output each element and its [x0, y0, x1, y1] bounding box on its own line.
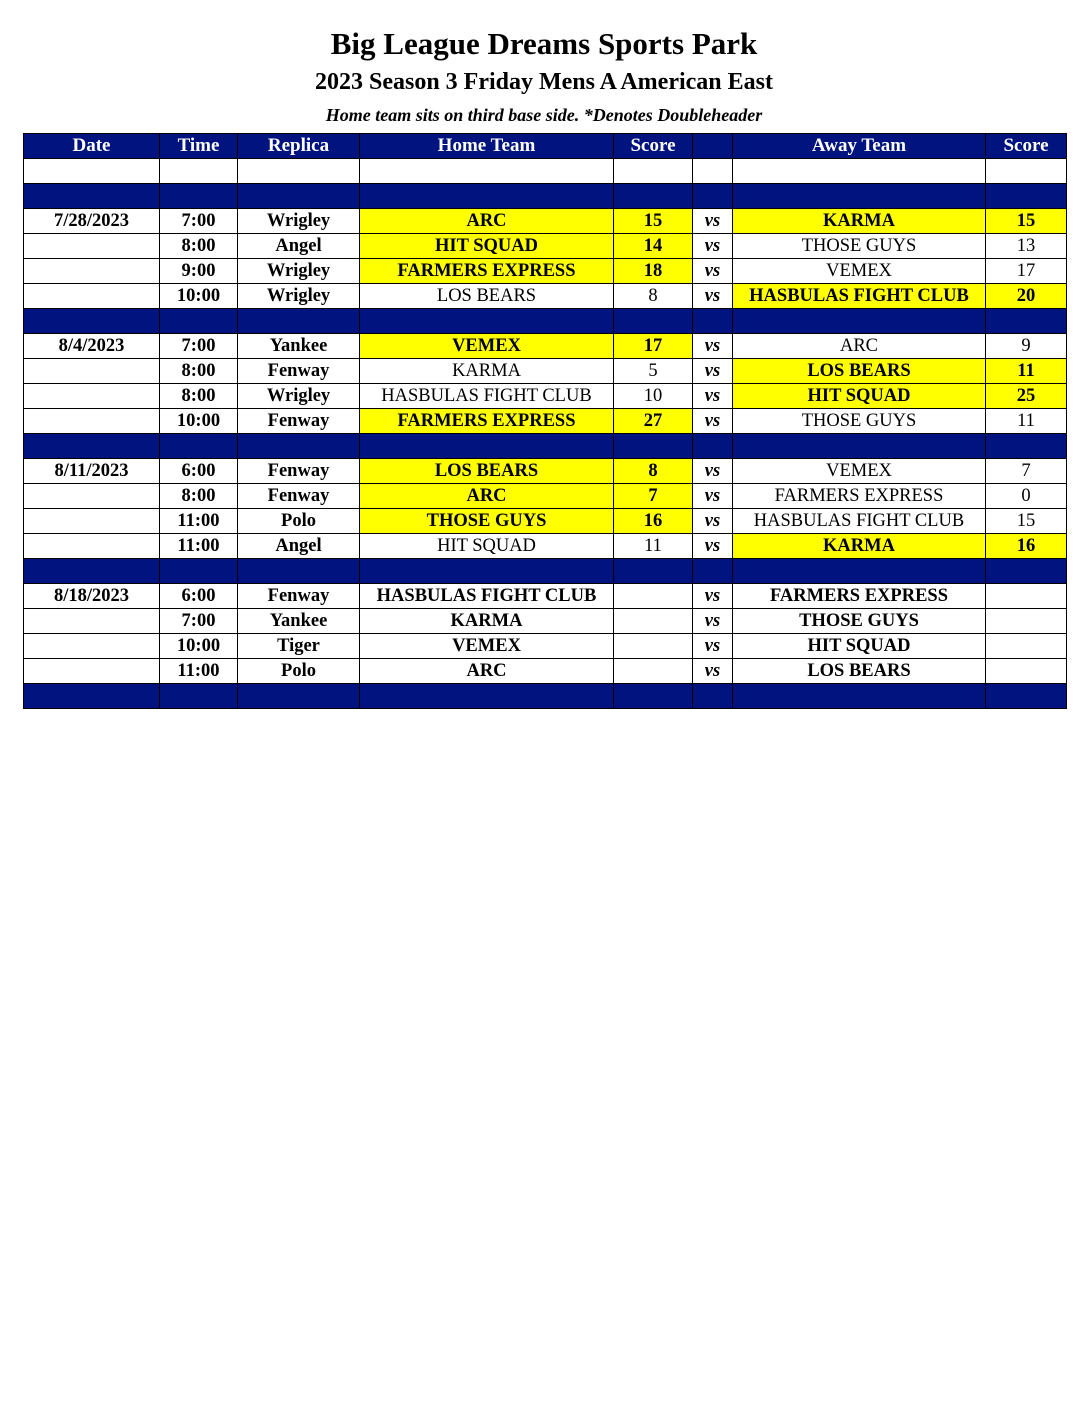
cell-date [24, 159, 160, 184]
separator-row [24, 184, 1067, 209]
cell-vs: vs [693, 209, 733, 234]
cell-home-team: KARMA [360, 609, 614, 634]
cell-home-score: 10 [614, 384, 693, 409]
cell-time: 6:00 [160, 584, 238, 609]
cell-replica: Wrigley [238, 259, 360, 284]
cell-away-score: 7 [986, 459, 1067, 484]
cell-date [24, 284, 160, 309]
cell-away-score [986, 584, 1067, 609]
cell-away-score: 25 [986, 384, 1067, 409]
cell-date [24, 259, 160, 284]
cell-away-team: THOSE GUYS [733, 234, 986, 259]
cell-time [160, 309, 238, 334]
cell-home-team: HASBULAS FIGHT CLUB [360, 584, 614, 609]
cell-date: 8/18/2023 [24, 584, 160, 609]
cell-replica: Fenway [238, 359, 360, 384]
cell-home-team: HASBULAS FIGHT CLUB [360, 384, 614, 409]
cell-away-score [986, 634, 1067, 659]
cell-away-team: FARMERS EXPRESS [733, 484, 986, 509]
separator-row [24, 309, 1067, 334]
cell-vs [693, 559, 733, 584]
cell-home-team [360, 184, 614, 209]
cell-home-team: HIT SQUAD [360, 534, 614, 559]
cell-away-team: HIT SQUAD [733, 384, 986, 409]
table-row [24, 509, 1067, 534]
cell-time: 10:00 [160, 634, 238, 659]
cell-away-team: FARMERS EXPRESS [733, 584, 986, 609]
cell-away-team: THOSE GUYS [733, 609, 986, 634]
cell-away-team [733, 159, 986, 184]
cell-vs: vs [693, 509, 733, 534]
cell-home-score [614, 434, 693, 459]
cell-time: 8:00 [160, 484, 238, 509]
cell-date [24, 434, 160, 459]
cell-vs: vs [693, 659, 733, 684]
header-away-score: Score [986, 134, 1067, 159]
blank-row [24, 159, 1067, 184]
cell-away-score: 17 [986, 259, 1067, 284]
cell-vs: vs [693, 334, 733, 359]
table-row [24, 384, 1067, 409]
cell-vs: vs [693, 534, 733, 559]
cell-home-score [614, 184, 693, 209]
cell-home-score: 14 [614, 234, 693, 259]
cell-date [24, 609, 160, 634]
cell-home-score [614, 309, 693, 334]
cell-home-score: 15 [614, 209, 693, 234]
cell-time: 11:00 [160, 509, 238, 534]
cell-replica: Tiger [238, 634, 360, 659]
cell-home-score: 8 [614, 284, 693, 309]
table-row [24, 609, 1067, 634]
cell-vs: vs [693, 234, 733, 259]
cell-date [24, 684, 160, 709]
cell-home-team [360, 159, 614, 184]
cell-away-score: 11 [986, 359, 1067, 384]
cell-away-score [986, 159, 1067, 184]
cell-home-team: VEMEX [360, 634, 614, 659]
cell-vs: vs [693, 484, 733, 509]
cell-home-team: ARC [360, 209, 614, 234]
cell-away-score [986, 659, 1067, 684]
table-row [24, 659, 1067, 684]
cell-time: 8:00 [160, 384, 238, 409]
cell-replica: Fenway [238, 409, 360, 434]
cell-time: 6:00 [160, 459, 238, 484]
table-row [24, 409, 1067, 434]
cell-time: 7:00 [160, 209, 238, 234]
table-row [24, 234, 1067, 259]
header-time: Time [160, 134, 238, 159]
cell-home-team: FARMERS EXPRESS [360, 259, 614, 284]
cell-home-team: KARMA [360, 359, 614, 384]
cell-replica: Fenway [238, 459, 360, 484]
cell-date [24, 509, 160, 534]
cell-home-score: 7 [614, 484, 693, 509]
cell-replica [238, 559, 360, 584]
cell-replica: Angel [238, 534, 360, 559]
cell-date: 8/4/2023 [24, 334, 160, 359]
cell-time: 11:00 [160, 659, 238, 684]
cell-replica [238, 159, 360, 184]
cell-away-score: 15 [986, 209, 1067, 234]
cell-replica [238, 684, 360, 709]
cell-home-team: THOSE GUYS [360, 509, 614, 534]
cell-away-score [986, 434, 1067, 459]
cell-time: 7:00 [160, 609, 238, 634]
cell-replica: Wrigley [238, 384, 360, 409]
cell-away-team: VEMEX [733, 259, 986, 284]
cell-away-team: KARMA [733, 534, 986, 559]
cell-time: 8:00 [160, 359, 238, 384]
cell-time [160, 159, 238, 184]
cell-home-score: 16 [614, 509, 693, 534]
cell-home-score: 18 [614, 259, 693, 284]
header-row [24, 134, 1067, 159]
cell-away-team [733, 309, 986, 334]
cell-time [160, 684, 238, 709]
cell-away-score [986, 684, 1067, 709]
table-row [24, 634, 1067, 659]
cell-replica [238, 184, 360, 209]
cell-time [160, 559, 238, 584]
cell-vs: vs [693, 609, 733, 634]
cell-away-team: ARC [733, 334, 986, 359]
cell-home-score: 11 [614, 534, 693, 559]
cell-vs: vs [693, 634, 733, 659]
table-row [24, 284, 1067, 309]
cell-home-team [360, 559, 614, 584]
cell-time: 10:00 [160, 409, 238, 434]
cell-home-team: LOS BEARS [360, 284, 614, 309]
table-row [24, 209, 1067, 234]
separator-row [24, 434, 1067, 459]
cell-home-score [614, 159, 693, 184]
table-row [24, 484, 1067, 509]
cell-replica: Fenway [238, 584, 360, 609]
cell-away-score: 16 [986, 534, 1067, 559]
table-row [24, 459, 1067, 484]
cell-home-score [614, 684, 693, 709]
cell-home-score: 17 [614, 334, 693, 359]
cell-away-team: VEMEX [733, 459, 986, 484]
cell-time: 11:00 [160, 534, 238, 559]
cell-away-score [986, 309, 1067, 334]
cell-away-score: 0 [986, 484, 1067, 509]
cell-home-score [614, 634, 693, 659]
cell-home-score [614, 584, 693, 609]
table-row [24, 259, 1067, 284]
cell-away-score [986, 184, 1067, 209]
cell-vs: vs [693, 584, 733, 609]
cell-away-team: KARMA [733, 209, 986, 234]
cell-replica: Yankee [238, 334, 360, 359]
cell-vs: vs [693, 384, 733, 409]
cell-vs [693, 309, 733, 334]
header-home-score: Score [614, 134, 693, 159]
cell-away-score [986, 559, 1067, 584]
cell-away-team: HASBULAS FIGHT CLUB [733, 509, 986, 534]
cell-date: 7/28/2023 [24, 209, 160, 234]
cell-date [24, 659, 160, 684]
cell-time: 9:00 [160, 259, 238, 284]
cell-replica: Polo [238, 659, 360, 684]
cell-replica: Angel [238, 234, 360, 259]
cell-date [24, 409, 160, 434]
cell-home-score: 5 [614, 359, 693, 384]
cell-vs: vs [693, 409, 733, 434]
cell-vs [693, 184, 733, 209]
cell-replica: Wrigley [238, 284, 360, 309]
table-row [24, 359, 1067, 384]
page-title: Big League Dreams Sports Park [330, 26, 758, 61]
separator-row [24, 684, 1067, 709]
cell-away-team [733, 684, 986, 709]
cell-away-team [733, 184, 986, 209]
cell-date [24, 184, 160, 209]
cell-home-score: 27 [614, 409, 693, 434]
cell-vs [693, 684, 733, 709]
cell-vs: vs [693, 359, 733, 384]
cell-away-score: 20 [986, 284, 1067, 309]
cell-time: 7:00 [160, 334, 238, 359]
schedule-note: Home team sits on third base side. *Denotes Doubleheader [325, 105, 763, 125]
cell-home-score: 8 [614, 459, 693, 484]
cell-home-team: HIT SQUAD [360, 234, 614, 259]
cell-time: 8:00 [160, 234, 238, 259]
separator-row [24, 559, 1067, 584]
cell-replica: Yankee [238, 609, 360, 634]
cell-date [24, 234, 160, 259]
header-away-team: Away Team [733, 134, 986, 159]
cell-home-team: FARMERS EXPRESS [360, 409, 614, 434]
schedule-table [23, 133, 1067, 709]
header-vs [693, 134, 733, 159]
cell-away-score: 11 [986, 409, 1067, 434]
table-row [24, 334, 1067, 359]
cell-vs [693, 159, 733, 184]
header-date: Date [24, 134, 160, 159]
cell-away-team: HIT SQUAD [733, 634, 986, 659]
cell-away-team [733, 434, 986, 459]
table-row [24, 584, 1067, 609]
table-row [24, 534, 1067, 559]
cell-vs: vs [693, 284, 733, 309]
cell-replica: Wrigley [238, 209, 360, 234]
cell-date [24, 359, 160, 384]
header-home-team: Home Team [360, 134, 614, 159]
cell-home-score [614, 659, 693, 684]
cell-home-team: VEMEX [360, 334, 614, 359]
cell-away-team: HASBULAS FIGHT CLUB [733, 284, 986, 309]
header-replica: Replica [238, 134, 360, 159]
cell-away-score: 15 [986, 509, 1067, 534]
cell-date [24, 559, 160, 584]
cell-replica: Polo [238, 509, 360, 534]
schedule-body [24, 159, 1067, 709]
cell-replica: Fenway [238, 484, 360, 509]
cell-replica [238, 309, 360, 334]
cell-vs: vs [693, 459, 733, 484]
cell-home-team: ARC [360, 659, 614, 684]
cell-home-team [360, 309, 614, 334]
cell-replica [238, 434, 360, 459]
cell-away-team: LOS BEARS [733, 659, 986, 684]
cell-date [24, 634, 160, 659]
cell-home-team: ARC [360, 484, 614, 509]
cell-home-score [614, 559, 693, 584]
cell-home-team: LOS BEARS [360, 459, 614, 484]
cell-date [24, 309, 160, 334]
cell-vs [693, 434, 733, 459]
cell-away-team [733, 559, 986, 584]
cell-home-score [614, 609, 693, 634]
cell-time [160, 184, 238, 209]
cell-away-team: THOSE GUYS [733, 409, 986, 434]
cell-date [24, 484, 160, 509]
cell-home-team [360, 434, 614, 459]
cell-time: 10:00 [160, 284, 238, 309]
cell-away-team: LOS BEARS [733, 359, 986, 384]
cell-date: 8/11/2023 [24, 459, 160, 484]
cell-away-score: 13 [986, 234, 1067, 259]
cell-home-team [360, 684, 614, 709]
cell-time [160, 434, 238, 459]
cell-date [24, 534, 160, 559]
cell-date [24, 384, 160, 409]
page-subtitle: 2023 Season 3 Friday Mens A American East [314, 69, 773, 95]
cell-away-score: 9 [986, 334, 1067, 359]
cell-vs: vs [693, 259, 733, 284]
cell-away-score [986, 609, 1067, 634]
